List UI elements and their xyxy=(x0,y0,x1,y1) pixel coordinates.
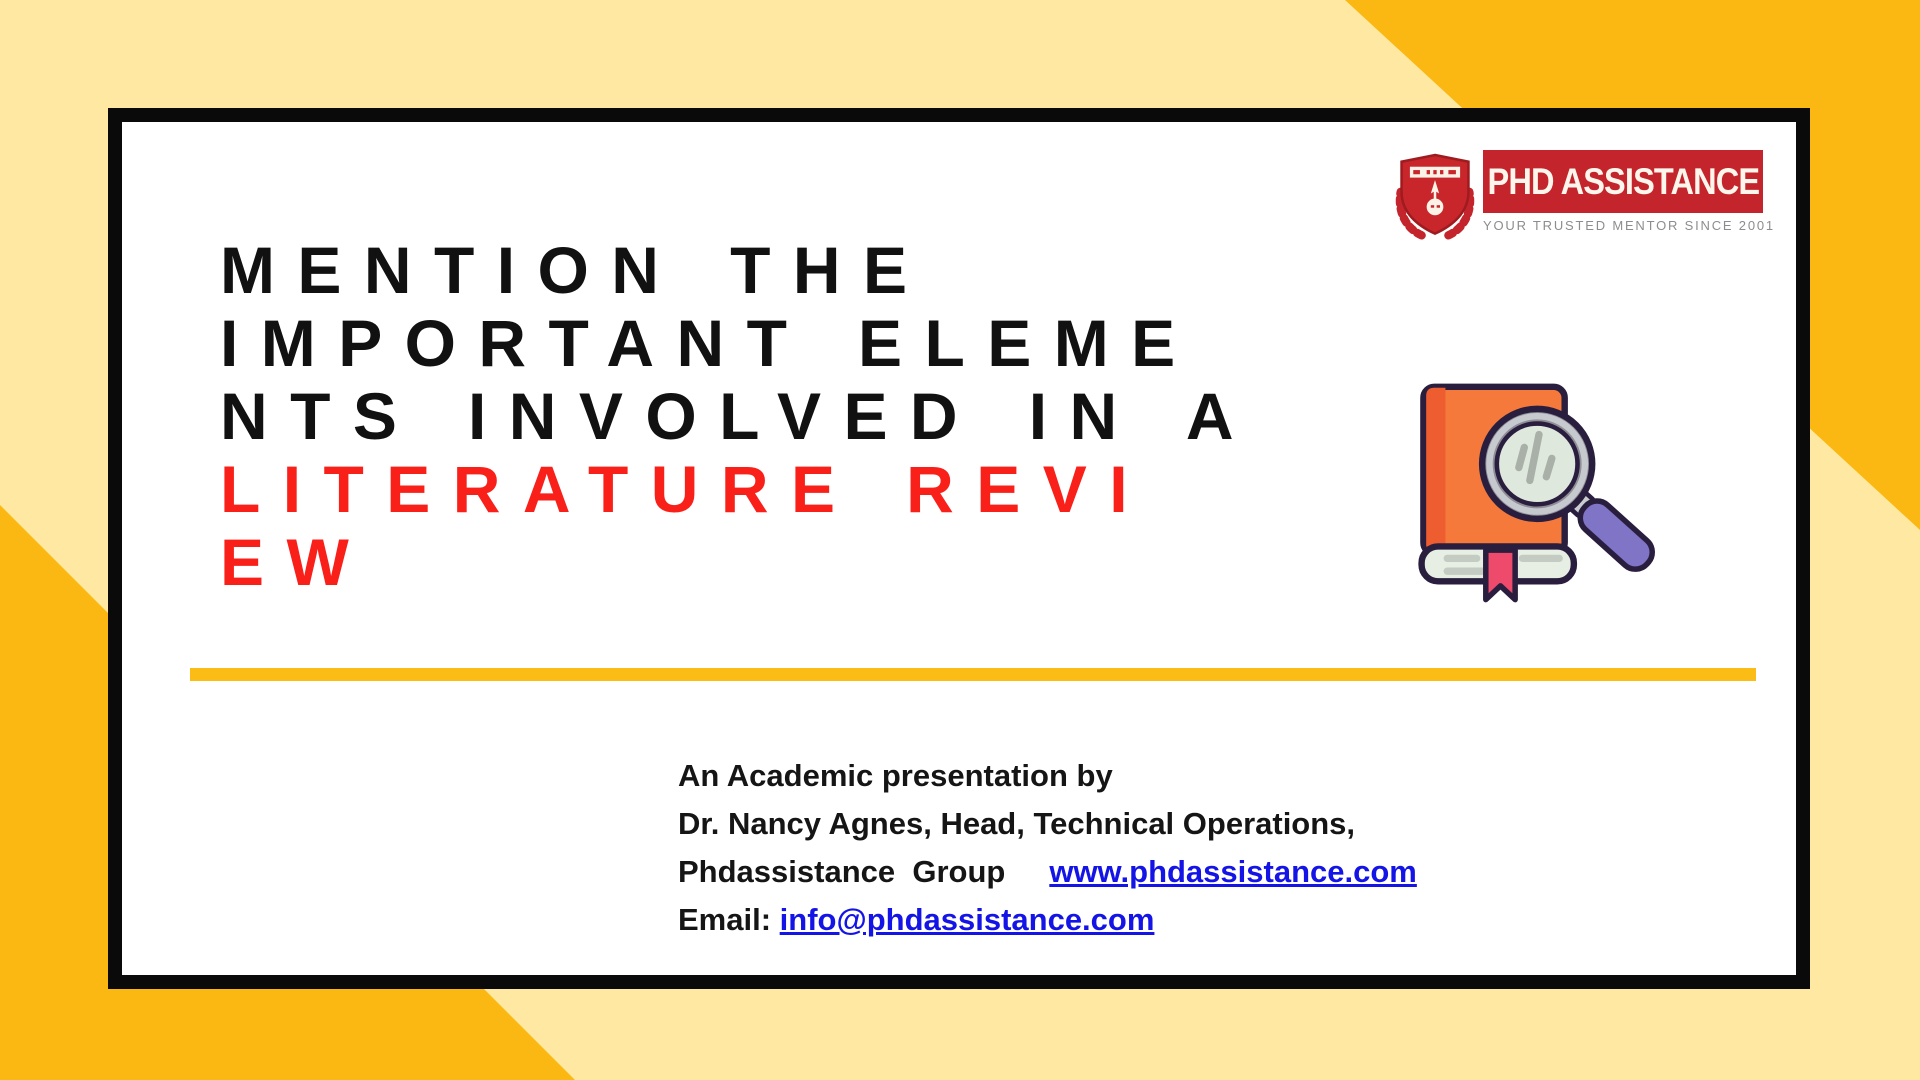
logo-tagline: YOUR TRUSTED MENTOR SINCE 2001 xyxy=(1483,218,1775,233)
book-search-illustration xyxy=(1414,374,1664,607)
website-link[interactable]: www.phdassistance.com xyxy=(1049,854,1417,889)
presenter-line-4 xyxy=(678,896,1538,944)
logo-banner xyxy=(1483,150,1763,213)
logo-brand-text: PHD ASSISTANCE xyxy=(1487,160,1759,202)
title-line-1: MENTION THE xyxy=(220,233,930,307)
shield-medal xyxy=(1427,199,1444,216)
title-line-4: LITERATURE REVI xyxy=(220,452,1150,526)
presenter-line-3 xyxy=(678,848,1538,896)
book-spine xyxy=(1426,388,1445,553)
phd-assistance-logo xyxy=(1393,150,1775,242)
presenter-line-1: An Academic presentation by xyxy=(678,758,1113,793)
slide-title xyxy=(220,234,1380,599)
presenter-line-2: Dr. Nancy Agnes, Head, Technical Operations, xyxy=(678,806,1356,841)
gold-divider-line xyxy=(190,668,1756,681)
title-line-2: IMPORTANT ELEME xyxy=(220,306,1198,380)
presenter-group-text: Phdassistance Group xyxy=(678,854,1006,889)
bookmark-icon xyxy=(1486,550,1515,600)
email-link[interactable]: info@phdassistance.com xyxy=(779,902,1155,937)
crest-shield-icon xyxy=(1393,150,1477,242)
title-line-3: NTS INVOLVED IN A xyxy=(220,379,1256,453)
title-line-5: EW xyxy=(220,525,372,599)
email-label: Email: xyxy=(678,902,780,937)
slide-card xyxy=(108,108,1810,989)
presenter-block xyxy=(678,752,1538,944)
logo-text-block xyxy=(1483,150,1775,233)
